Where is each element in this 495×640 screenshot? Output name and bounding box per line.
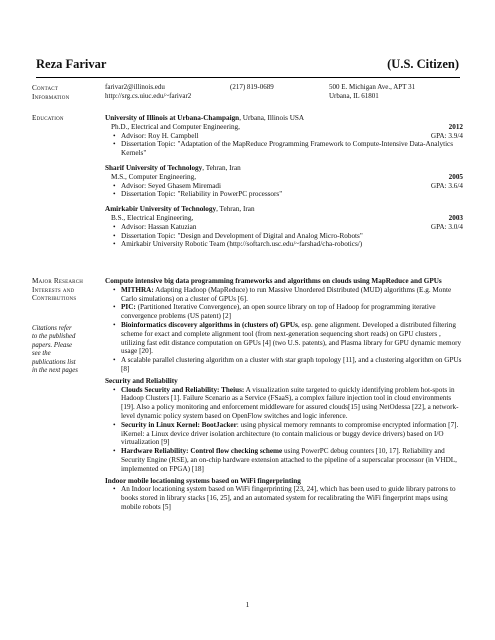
list-item: • MITHRA: Adapting Hadoop (MapReduce) to run Massive Unordered Distributed (MUD) algorithms (E.g. Monte Carlo simulations) on a cluster of GPUs [6].	[113, 286, 463, 304]
list-item: • Bioinformatics discovery algorithms in (clusters of) GPUs, esp. gene alignment. Developed a distributed filtering scheme for exact and complete alignment tool (from next-generation sequencing short reads) on GPU clusters , utilizing fast edit distance computation on GPUs [4] (two U.S. patents), and Plasma library for GPU dynamic memory usage [20].	[113, 321, 463, 356]
citations-note: Citations refer to the published papers. Please see the publications list in the next pages	[32, 325, 78, 375]
list-item: • An Indoor locationing system based on WiFi fingerprinting [23, 24], which has been used to guide library patrons to books stored in library stacks [16, 25], and an automated system for recalibrating the WiFi fingerprint maps using mobile robots [5]	[113, 485, 463, 511]
list-item: • PIC: (Partitioned Iterative Convergence), an open source library on top of Hadoop for programming iterative convergence problems (US patent) [2]	[113, 303, 463, 321]
research-heading: Compute intensive big data programming frameworks and algorithms on clouds using MapReduce and GPUs	[105, 277, 442, 285]
research-label: Major Research Interests and Contributions	[32, 277, 84, 303]
address-line-2: Urbana, IL 61801	[329, 92, 379, 100]
school-entry: Amirkabir University of Technology, Tehran, Iran B.S., Electrical Engineering, 2003 • Advisor: Hassan Katuzian GPA: 3.0/4 • Dissertation Topic: "Design and Development of Digital and Analog Micro-Robots" • Amirkabir University Robotic Team (http://softarch.usc.edu/~farshad/cha-robotics/)	[105, 205, 463, 249]
list-item: • A scalable parallel clustering algorithm on a cluster with star graph topology [11], and a clustering algorithm on GPUs [8]	[113, 356, 463, 374]
research-section	[105, 277, 463, 512]
research-heading: Security and Reliability	[105, 376, 178, 385]
homepage-link[interactable]: http://srg.cs.uiuc.edu/~farivar2	[105, 92, 192, 100]
research-heading: Indoor mobile locationing systems based on WiFi fingerprinting	[105, 476, 301, 485]
page-number: 1	[245, 600, 250, 609]
citizenship: (U.S. Citizen)	[387, 57, 459, 71]
header-rule	[36, 77, 460, 78]
list-item: • Clouds Security and Reliability: Theius: A visualization suite targeted to quickly identifying problem hot-spots in Hadoop Clusters [1]. Failure Scenario as a Service (FSaaS), a complex failure injection tool in cloud environments [19]. Also a policy monitoring and enforcement middleware for assured clouds[15] using NetOdessa [22], a network-level dynamic policy system based on OpenFlow switches and logic inference.	[113, 386, 463, 421]
cv-name: Reza Farivar	[36, 57, 107, 71]
list-item: • Security in Linux Kernel: BootJacker: using physical memory remnants to compromise encrypted information [7]. iKernel: a Linux device driver isolation architecture (to contain malicious or buggy device drivers) based on I/O virtualization [9]	[113, 421, 463, 447]
contact-label: Contact Information	[32, 84, 70, 101]
robotics-team-link[interactable]: Amirkabir University Robotic Team (http://softarch.usc.edu/~farshad/cha-robotics/)	[121, 240, 363, 249]
address-line-1: 500 E. Michigan Ave., APT 31	[329, 83, 416, 91]
school-entry: University of Illinois at Urbana-Champaign, Urbana, Illinois USA Ph.D., Electrical and Computer Engineering, 2012 • Advisor: Roy H. Campbell GPA: 3.9/4 • Dissertation Topic: "Adaptation of the MapReduce Programming Framework to Compute-Intensive Data-Analytics Kernels"	[105, 114, 463, 158]
list-item: • Hardware Reliability: Control flow checking scheme using PowerPC debug counters [10, 17]. Reliability and Security Engine (RSE), an on-chip hardware extension attached to the pipeline of a superscalar processor (in VHDL, implemented on FPGA) [18]	[113, 447, 463, 473]
education-section	[105, 114, 463, 249]
education-label: Education	[32, 114, 64, 122]
email-link[interactable]: farivar2@illinois.edu	[105, 83, 165, 91]
phone: (217) 819-0689	[230, 83, 274, 91]
school-entry: Sharif University of Technology, Tehran, Iran M.S., Computer Engineering, 2005 • Advisor: Seyed Ghasem Miremadi GPA: 3.6/4 • Dissertation Topic: "Reliability in PowerPC processors"	[105, 164, 463, 199]
